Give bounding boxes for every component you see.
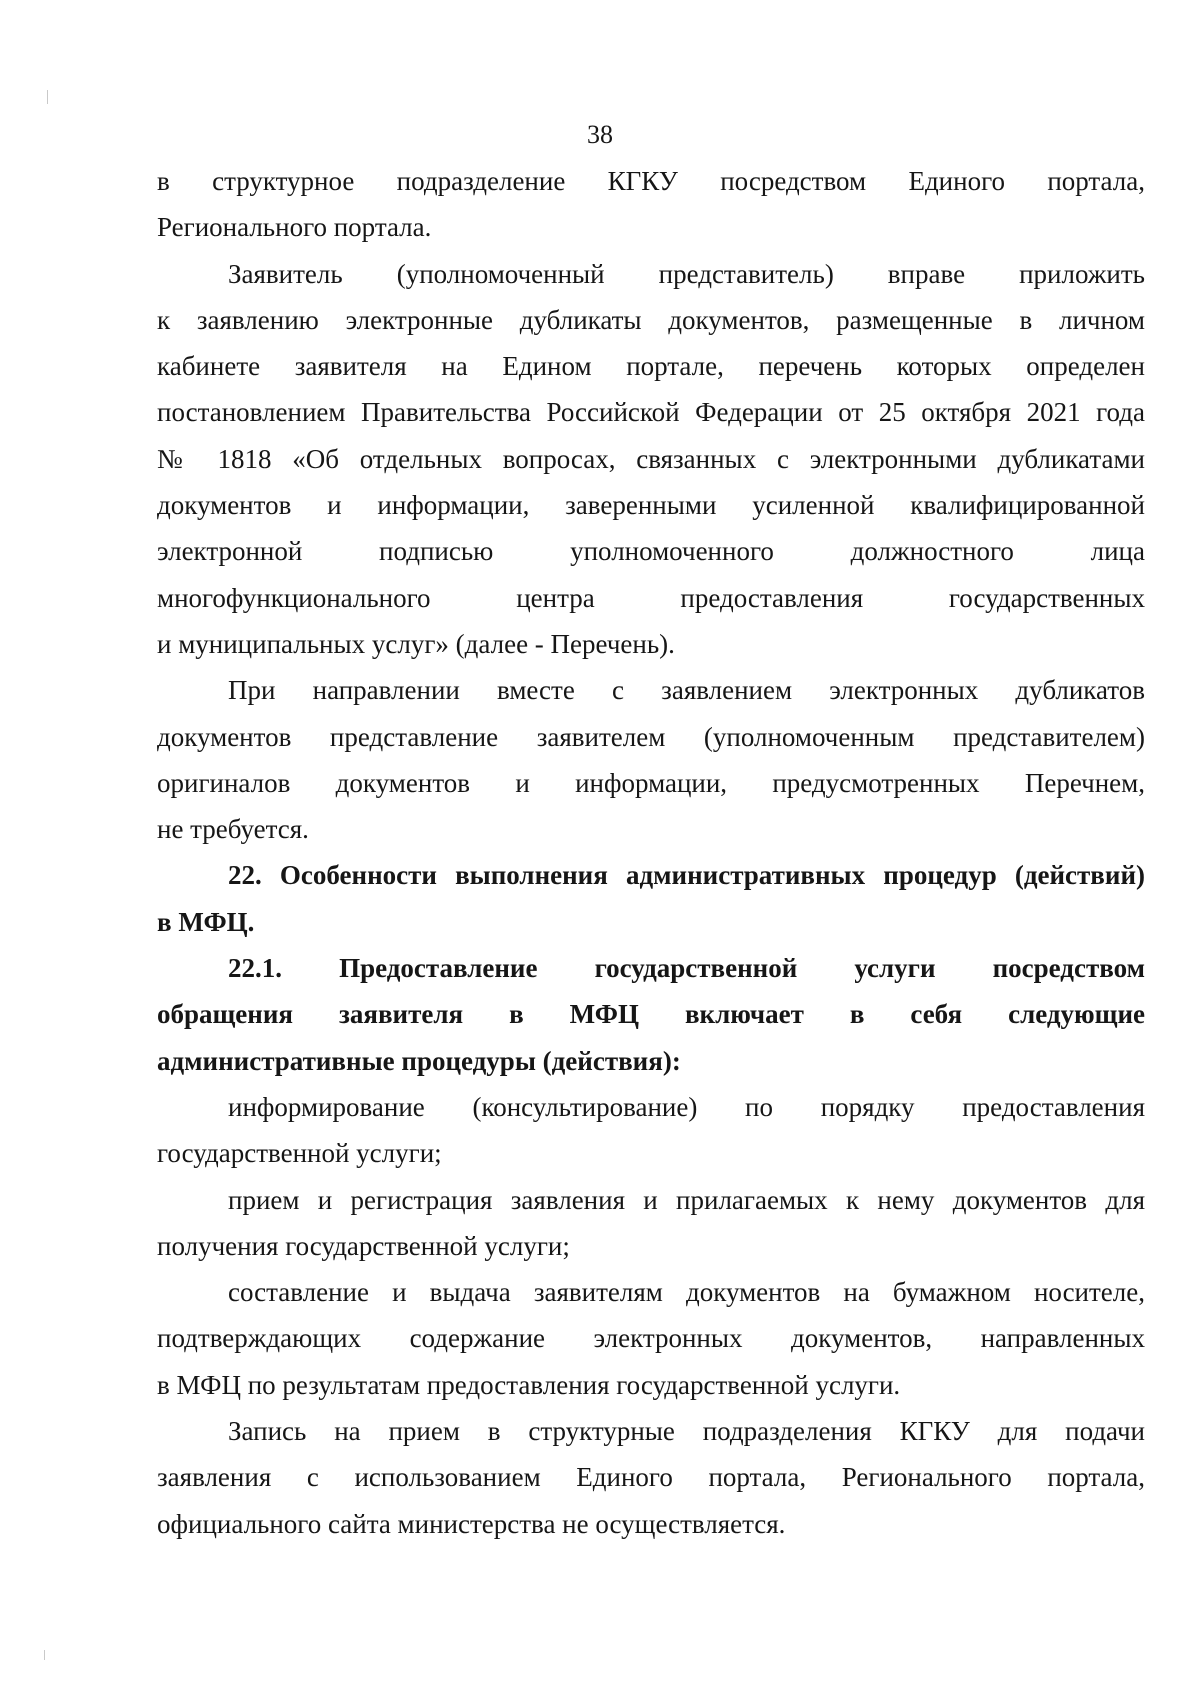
page-number: 38 — [587, 120, 613, 149]
text-line: многофункционального центра предоставления государственных — [157, 582, 1145, 613]
text-line: не требуется. — [157, 814, 309, 845]
text-line: 22. Особенности выполнения административных процедур (действий) — [228, 860, 1145, 891]
text-line: информирование (консультирование) по порядку предоставления — [228, 1091, 1145, 1122]
text-line: получения государственной услуги; — [157, 1230, 570, 1261]
body-paragraph — [157, 667, 1145, 852]
body-paragraph — [157, 1084, 1145, 1177]
text-line: официального сайта министерства не осуществляется. — [157, 1508, 786, 1539]
text-line: постановлением Правительства Российской Федерации от 25 октября 2021 года — [157, 397, 1145, 428]
text-line: административные процедуры (действия): — [157, 1045, 681, 1076]
text-line: в структурное подразделение КГКУ посредством Единого портала, — [157, 166, 1145, 196]
text-line: в МФЦ по результатам предоставления государственной услуги. — [157, 1369, 901, 1400]
text-line: подтверждающих содержание электронных документов, направленных — [157, 1323, 1145, 1354]
body-paragraph — [157, 1269, 1145, 1408]
scan-mark — [47, 90, 48, 104]
text-line: При направлении вместе с заявлением электронных дубликатов — [228, 675, 1145, 706]
text-line: в МФЦ. — [157, 906, 255, 937]
text-line: № 1818 «Об отдельных вопросах, связанных с электронными дубликатами — [157, 443, 1145, 474]
document-body — [157, 158, 1145, 1547]
body-paragraph — [157, 1177, 1145, 1270]
body-paragraph — [157, 1408, 1145, 1547]
text-line: составление и выдача заявителям документов на бумажном носителе, — [228, 1277, 1145, 1308]
text-line: Заявитель (уполномоченный представитель) вправе приложить — [228, 258, 1145, 289]
text-line: оригиналов документов и информации, предусмотренных Перечнем, — [157, 767, 1145, 798]
body-paragraph — [157, 158, 1145, 251]
section-heading — [157, 945, 1145, 1084]
scan-mark — [44, 1650, 45, 1660]
text-line: электронной подписью уполномоченного должностного лица — [157, 536, 1145, 567]
body-paragraph — [157, 251, 1145, 668]
text-line: обращения заявителя в МФЦ включает в себя следующие — [157, 999, 1145, 1030]
text-line: документов и информации, заверенными усиленной квалифицированной — [157, 490, 1145, 521]
text-line: государственной услуги; — [157, 1138, 442, 1169]
section-heading — [157, 852, 1145, 945]
text-line: 22.1. Предоставление государственной услуги посредством — [228, 953, 1145, 984]
text-line: прием и регистрация заявления и прилагаемых к нему документов для — [228, 1184, 1145, 1215]
text-line: заявления с использованием Единого портала, Регионального портала, — [157, 1462, 1145, 1493]
text-line: документов представление заявителем (уполномоченным представителем) — [157, 721, 1145, 752]
text-line: Запись на прием в структурные подразделения КГКУ для подачи — [228, 1416, 1145, 1447]
text-line: и муниципальных услуг» (далее - Перечень). — [157, 628, 675, 659]
text-line: к заявлению электронные дубликаты документов, размещенные в личном — [157, 304, 1145, 335]
text-line: Регионального портала. — [157, 212, 432, 243]
text-line: кабинете заявителя на Едином портале, перечень которых определен — [157, 351, 1145, 382]
